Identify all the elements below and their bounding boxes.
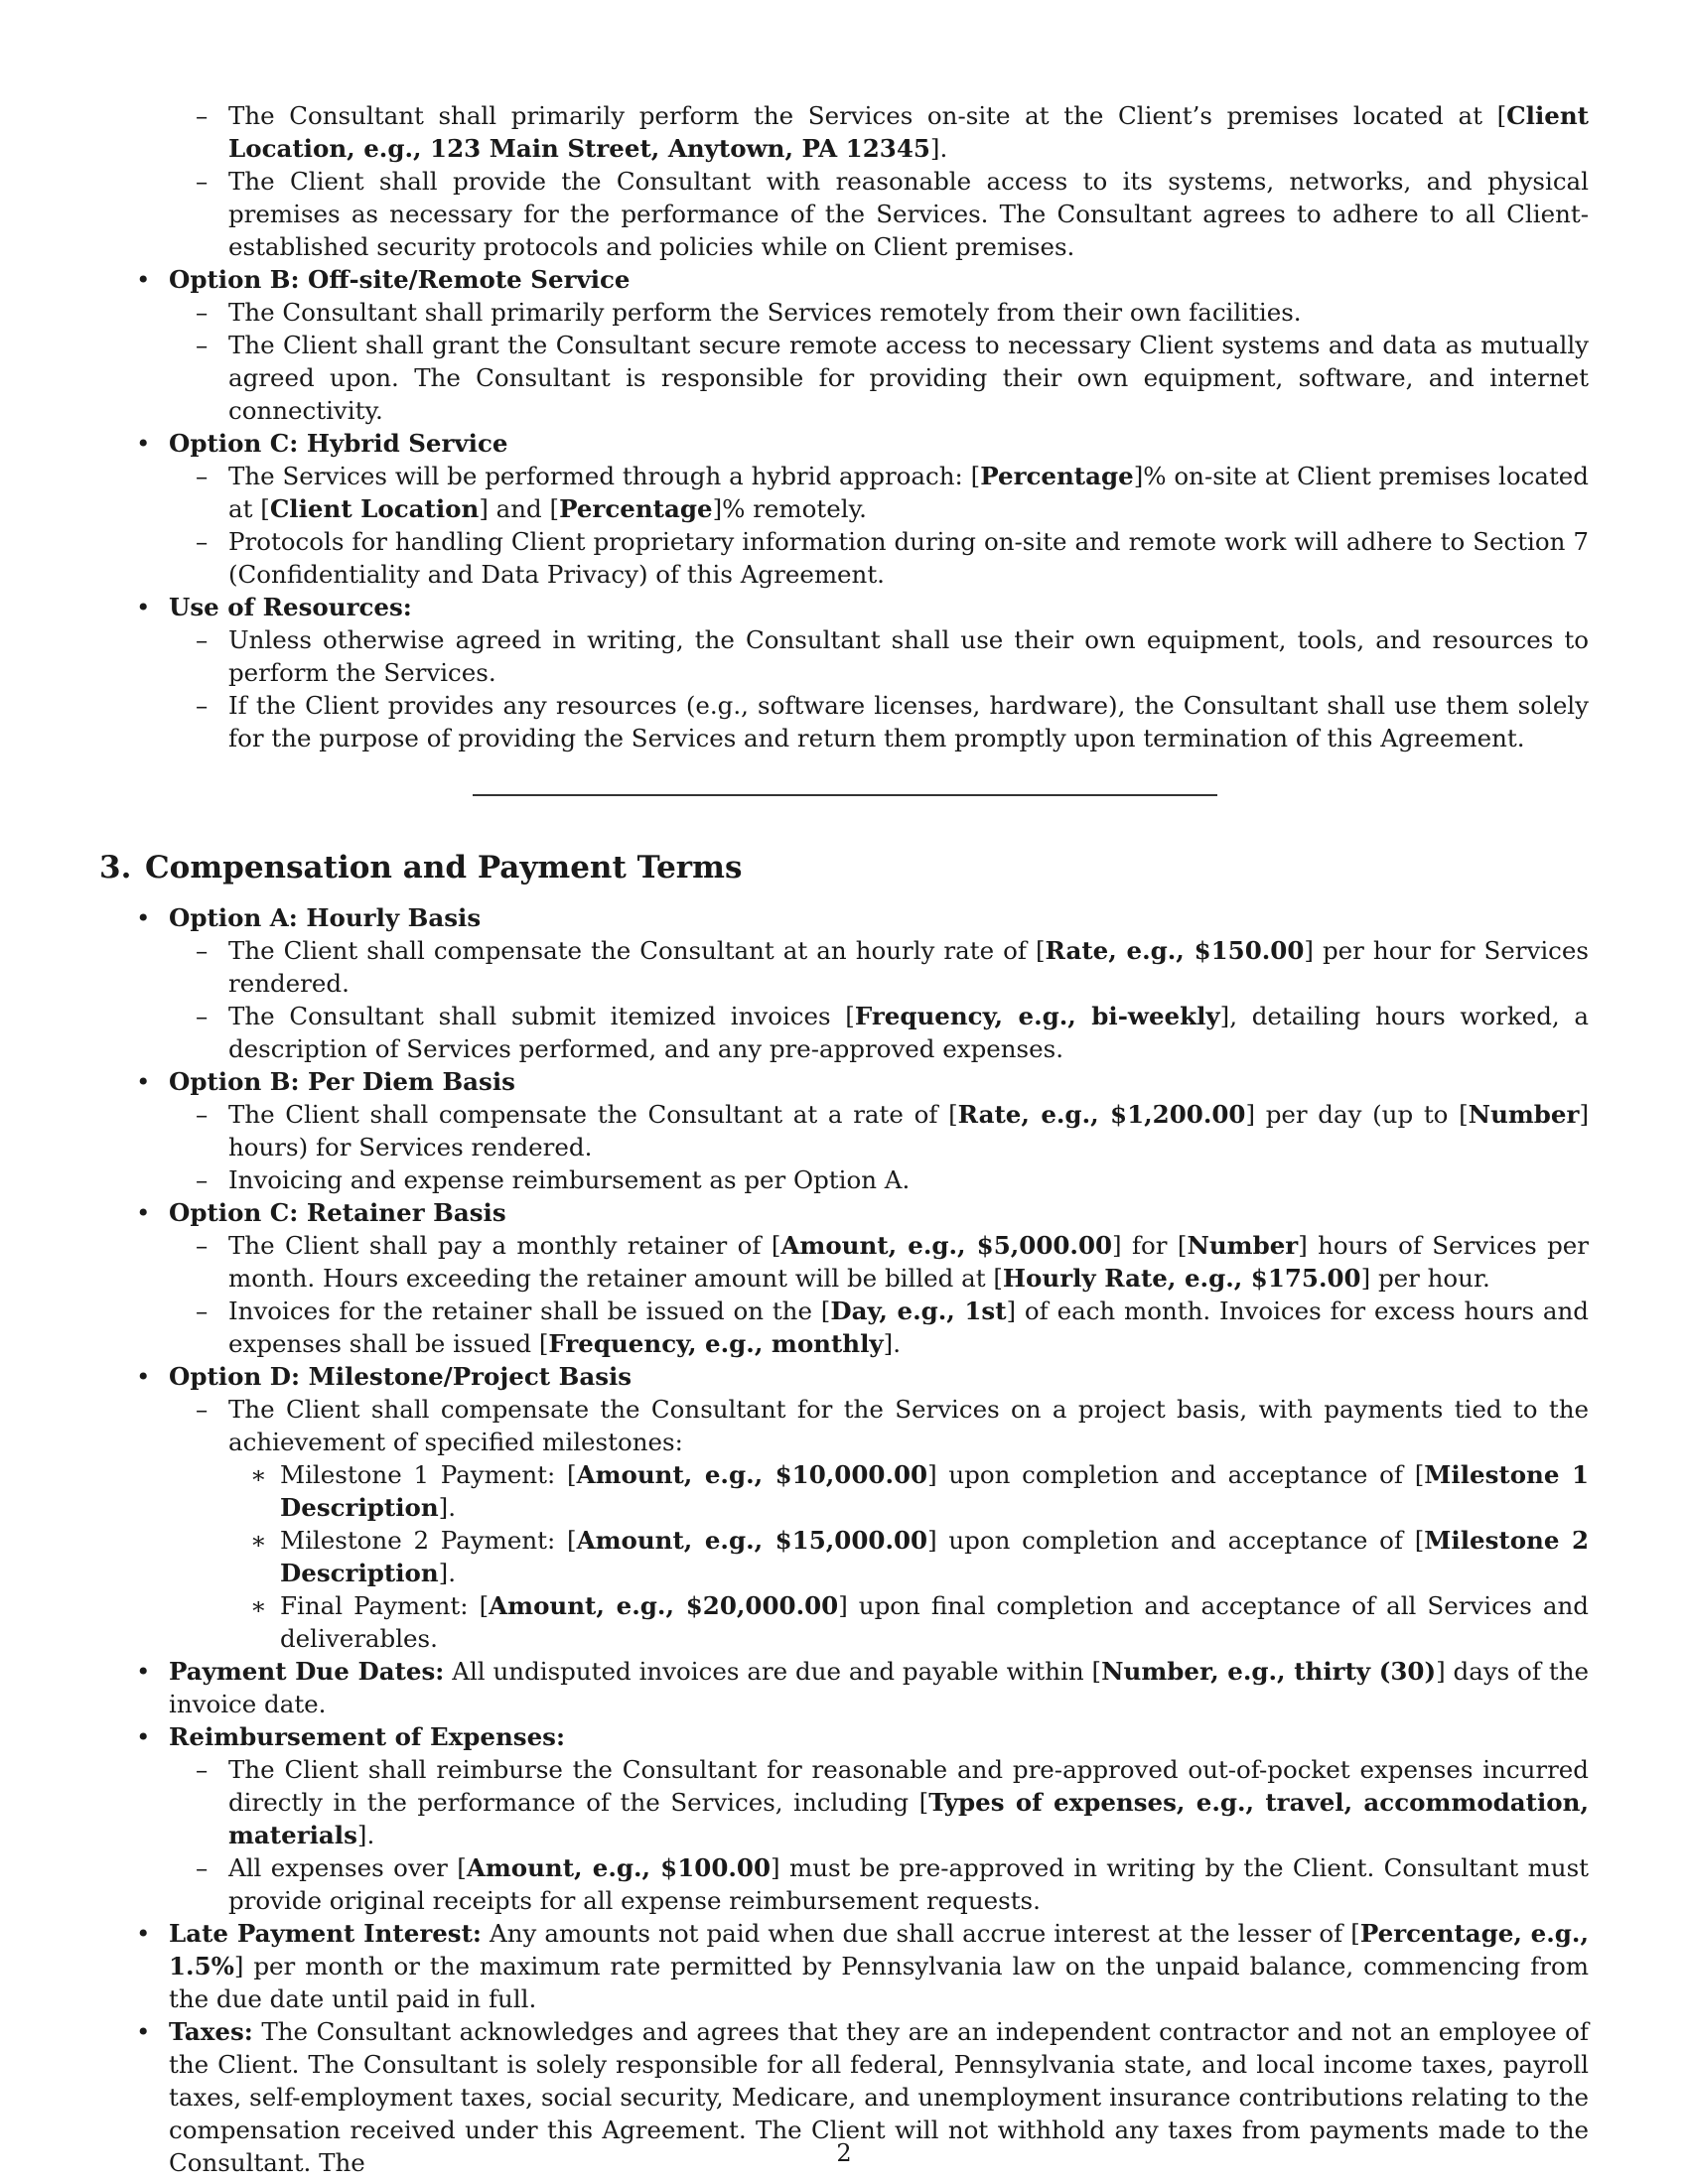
bullet-marker: • — [136, 265, 151, 294]
dash-marker: – — [196, 1853, 209, 1882]
list-item: – Unless otherwise agreed in writing, the Consultant shall use their own equipment, tools, and resources to perform the Services. — [196, 625, 1589, 687]
bullet-marker: • — [136, 1198, 151, 1227]
dash-marker: – — [196, 462, 209, 490]
dash-marker: – — [196, 101, 209, 130]
use-of-resources: • Use of Resources: — [136, 593, 412, 621]
star-marker: ∗ — [250, 1526, 267, 1555]
dash-marker: – — [196, 1002, 209, 1030]
dash-marker: – — [196, 625, 209, 654]
option-c-hybrid: • Option C: Hybrid Service — [136, 429, 508, 458]
reimbursement-of-expenses: • Reimbursement of Expenses: — [136, 1722, 566, 1751]
star-marker: ∗ — [250, 1460, 267, 1489]
dash-marker: – — [196, 1395, 209, 1424]
list-item: – The Client shall compensate the Consultant for the Services on a project basis, with payments tied to the achievement of specified milestones: — [196, 1395, 1589, 1456]
option-a-hourly: • Option A: Hourly Basis — [136, 903, 482, 932]
dash-marker: – — [196, 331, 209, 359]
list-item: – The Consultant shall primarily perform the Services remotely from their own facilities. — [196, 298, 1302, 327]
option-b-remote: • Option B: Off-site/Remote Service — [136, 265, 631, 294]
milestone-item: ∗ Milestone 2 Payment: [Amount, e.g., $15,000.00] upon completion and acceptance of [Milestone 2 Description]. — [250, 1526, 1589, 1587]
star-marker: ∗ — [250, 1591, 267, 1620]
page-content — [99, 99, 1589, 2179]
list-item: – The Client shall provide the Consultant with reasonable access to its systems, networks, and physical premises as necessary for the performance of the Services. The Consultant agrees to adhere to all Client-established security protocols and policies while on Client premises. — [196, 167, 1589, 261]
list-item: – The Client shall grant the Consultant secure remote access to necessary Client systems and data as mutually agreed upon. The Consultant is responsible for providing their own equipment, software, and internet connectivity. — [196, 331, 1589, 425]
dash-marker: – — [196, 1231, 209, 1260]
taxes: • Taxes: The Consultant acknowledges and agrees that they are an independent contractor and not an employee of the Client. The Consultant is solely responsible for all federal, Pennsylvania state, and local income taxes, payroll taxes, self-employment taxes, social security, Medicare, and unemployment insurance contributions relating to the compensation received under this Agreement. The Client will not withhold any taxes from payments made to the Consultant. The — [136, 2017, 1589, 2177]
list-item: – Protocols for handling Client proprietary information during on-site and remote work will adhere to Section 7 (Confidentiality and Data Privacy) of this Agreement. — [196, 527, 1589, 589]
late-payment-interest: • Late Payment Interest: Any amounts not paid when due shall accrue interest at the lesser of [Percentage, e.g., 1.5%] per month or the maximum rate permitted by Pennsylvania law on the unpaid balance, commencing from the due date until paid in full. — [136, 1919, 1589, 2013]
list-item: – The Client shall pay a monthly retainer of [Amount, e.g., $5,000.00] for [Number] hours of Services per month. Hours exceeding the retainer amount will be billed at [Hourly Rate, e.g., $175.00] per hour. — [196, 1231, 1589, 1293]
list-item: – The Client shall compensate the Consultant at a rate of [Rate, e.g., $1,200.00] per day (up to [Number] hours) for Services rendered. — [196, 1100, 1589, 1161]
list-item: – If the Client provides any resources (e.g., software licenses, hardware), the Consultant shall use them solely for the purpose of providing the Services and return them promptly upon termination of this Agreement. — [196, 691, 1589, 752]
list-item: – All expenses over [Amount, e.g., $100.00] must be pre-approved in writing by the Client. Consultant must provide original receipts for all expense reimbursement requests. — [196, 1853, 1589, 1915]
milestone-item: ∗ Final Payment: [Amount, e.g., $20,000.00] upon final completion and acceptance of all Services and deliverables. — [250, 1591, 1589, 1653]
milestone-item: ∗ Milestone 1 Payment: [Amount, e.g., $10,000.00] upon completion and acceptance of [Milestone 1 Description]. — [250, 1460, 1589, 1522]
bullet-marker: • — [136, 1657, 151, 1686]
list-item: – Invoicing and expense reimbursement as per Option A. — [196, 1165, 911, 1194]
dash-marker: – — [196, 167, 209, 196]
dash-marker: – — [196, 527, 209, 556]
payment-due-dates: • Payment Due Dates: All undisputed invoices are due and payable within [Number, e.g., thirty (30)] days of the invoice date. — [136, 1657, 1590, 1718]
option-c-retainer: • Option C: Retainer Basis — [136, 1198, 506, 1227]
dash-marker: – — [196, 1100, 209, 1129]
dash-marker: – — [196, 691, 209, 720]
bullet-marker: • — [136, 903, 151, 932]
bullet-marker: • — [136, 1067, 151, 1096]
list-item: – The Services will be performed through a hybrid approach: [Percentage]% on-site at Client premises located at [Client Location] and [Percentage]% remotely. — [196, 462, 1589, 523]
dash-marker: – — [196, 936, 209, 965]
dash-marker: – — [196, 298, 209, 327]
bullet-marker: • — [136, 1722, 151, 1751]
section-divider — [473, 794, 1217, 796]
list-item: – The Client shall compensate the Consultant at an hourly rate of [Rate, e.g., $150.00] per hour for Services rendered. — [196, 936, 1589, 998]
option-d-milestone: • Option D: Milestone/Project Basis — [136, 1362, 633, 1391]
bullet-marker: • — [136, 429, 151, 458]
dash-marker: – — [196, 1755, 209, 1784]
dash-marker: – — [196, 1297, 209, 1325]
section-heading: 3. Compensation and Payment Terms — [99, 850, 743, 886]
bullet-marker: • — [136, 593, 151, 621]
list-item: – The Consultant shall primarily perform the Services on-site at the Client’s premises located at [Client Location, e.g., 123 Main Street, Anytown, PA 12345]. — [196, 101, 1589, 163]
page-number: 2 — [836, 2139, 852, 2167]
option-b-per-diem: • Option B: Per Diem Basis — [136, 1067, 515, 1096]
dash-marker: – — [196, 1165, 209, 1194]
bullet-marker: • — [136, 1919, 151, 1948]
list-item: – The Client shall reimburse the Consultant for reasonable and pre-approved out-of-pocket expenses incurred directly in the performance of the Services, including [Types of expenses, e.g., travel, accommodation, materials]. — [196, 1755, 1589, 1849]
list-item: – The Consultant shall submit itemized invoices [Frequency, e.g., bi-weekly], detailing hours worked, a description of Services performed, and any pre-approved expenses. — [196, 1002, 1589, 1063]
bullet-marker: • — [136, 1362, 151, 1391]
bullet-marker: • — [136, 2017, 151, 2046]
list-item: – Invoices for the retainer shall be issued on the [Day, e.g., 1st] of each month. Invoices for excess hours and expenses shall be issued [Frequency, e.g., monthly]. — [196, 1297, 1589, 1358]
